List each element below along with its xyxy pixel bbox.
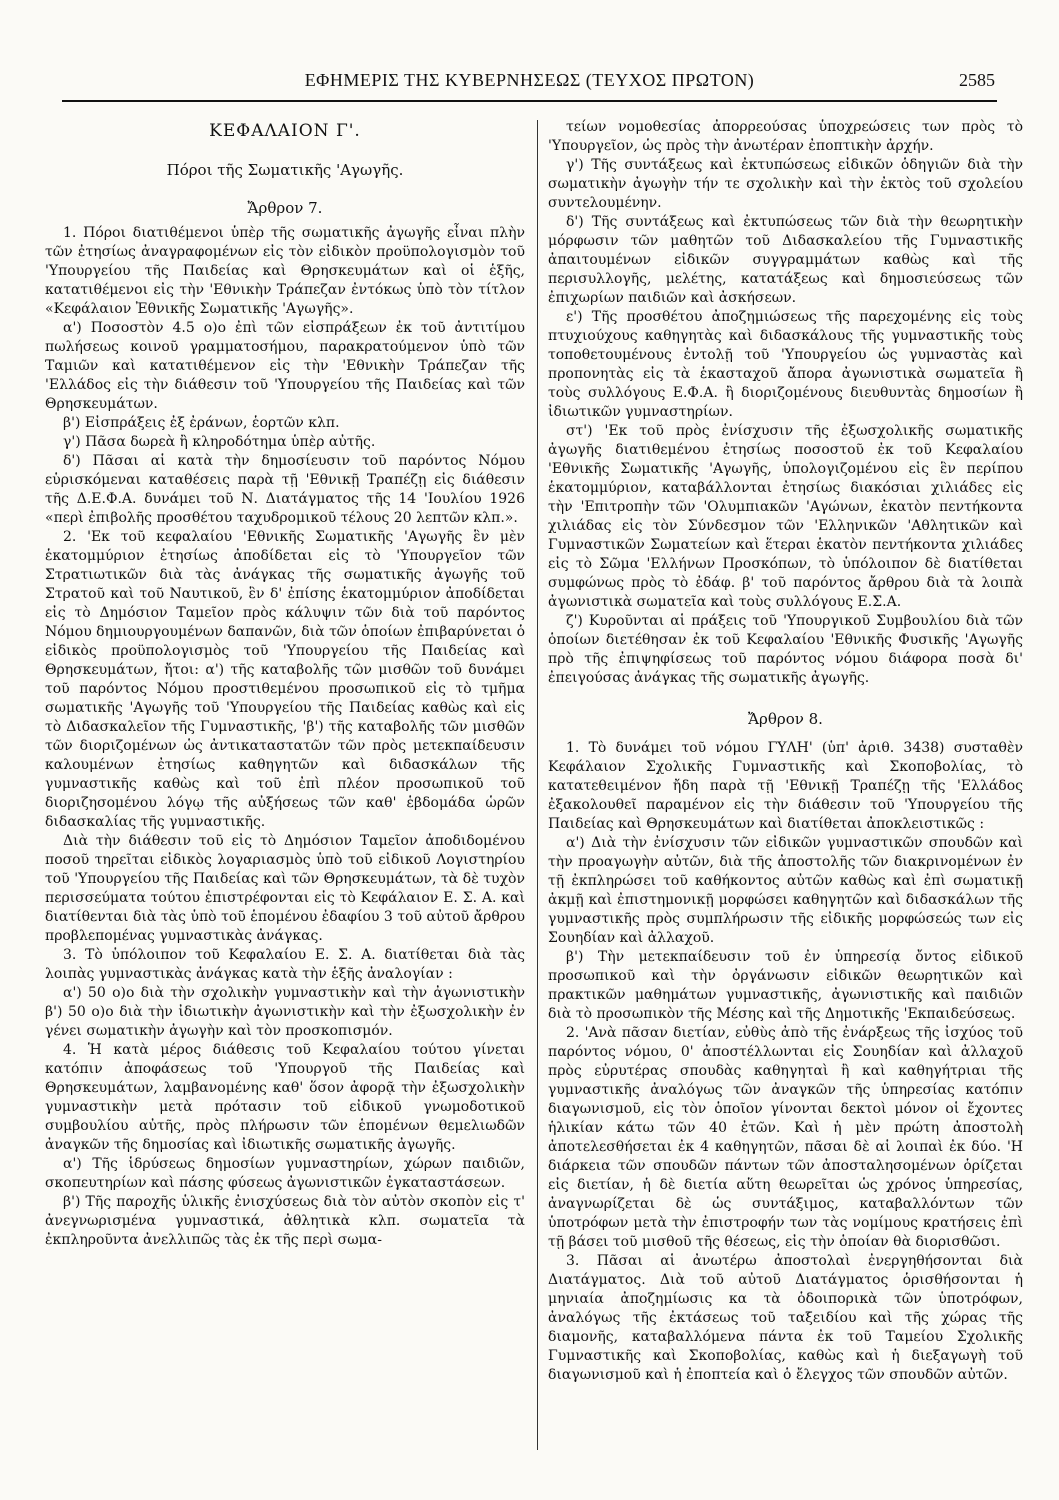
paragraph: γ') Τῆς συντάξεως καὶ ἐκτυπώσεως εἰδικῶν ὁδηγιῶν διὰ τὴν σωματικὴν ἀγωγὴν τήν τε σχολικὴν καὶ τὴν ἐκτὸς τοῦ σχολείου συντελουμένην. [548, 157, 1023, 211]
gazette-title: ΕΦΗΜΕΡΙΣ ΤΗΣ ΚΥΒΕΡΝΗΣΕΩΣ (ΤΕΥΧΟΣ ΠΡΩΤΟΝ) [304, 70, 755, 90]
paragraph: 3. Πᾶσαι αἱ ἀνωτέρω ἀποστολαὶ ἐνεργηθήσονται διὰ Διατάγματος. Διὰ τοῦ αὐτοῦ Διατάγματος ὁρισθήσονται ἡ μηνιαία ἀποζημίωσις κα τὰ ὁδοιπορικὰ τῶν ὑποτρόφων, ἀναλόγως τῆς ἐκτάσεως τοῦ ταξειδίου καὶ τῆς χώρας τῆς διαμονῆς, καταβαλλόμενα πάντα ἐκ τοῦ Ταμείου Σχολικῆς Γυμναστικῆς καὶ Σκοποβολίας, καθὼς καὶ ἡ διεξαγωγὴ τοῦ διαγωνισμοῦ καὶ ἡ ἐποπτεία καὶ ὁ ἔλεγχος τῶν σπουδῶν αὐτῶν. [548, 1253, 1023, 1383]
paragraph: 1. Τὸ δυνάμει τοῦ νόμου ΓΥΛΗ' (ὑπ' ἀριθ. 3438) συσταθὲν Κεφάλαιον Σχολικῆς Γυμναστικῆς καὶ Σκοποβολίας, τὸ κατατεθειμένον ἤδη παρὰ τῇ 'Εθνικῇ Τραπέζῃ τῆς 'Ελλάδος ἐξακολουθεῖ παραμένον εἰς τὴν διάθεσιν τοῦ 'Υπουργείου τῆς Παιδείας καὶ Θρησκευμάτων καὶ διατίθεται ἀποκλειστικῶς : [548, 740, 1023, 832]
paragraph: ε') Τῆς προσθέτου ἀποζημιώσεως τῆς παρεχομένης εἰς τοὺς πτυχιούχους καθηγητὰς καὶ διδασκάλους τῆς γυμναστικῆς τοὺς τοποθετουμένους ἐντολῇ τοῦ 'Υπουργείου ὡς γυμναστὰς καὶ προπονητὰς εἰς τὰ ἑκασταχοῦ ἄπορα ἀγωνιστικὰ σωματεῖα ἢ τοὺς συλλόγους Ε.Φ.Α. ἢ διοριζομένους διευθυντὰς δημοσίων ἢ ἰδιωτικῶν γυμναστηρίων. [548, 309, 1023, 420]
chapter-subtitle: Πόροι τῆς Σωματικῆς 'Αγωγῆς. [166, 161, 404, 179]
right-column [548, 118, 1023, 1385]
left-column [45, 118, 525, 1250]
paragraph: 1. Πόροι διατιθέμενοι ὑπὲρ τῆς σωματικῆς ἀγωγῆς εἶναι πλὴν τῶν ἐτησίως ἀναγραφομένων εἰς τὸν εἰδικὸν προϋπολογισμὸν τοῦ 'Υπουργείου τῆς Παιδείας καὶ Θρησκευμάτων καὶ οἱ ἑξῆς, κατατιθέμενοι εἰς τὴν 'Εθνικὴν Τράπεζαν ἐντόκως ὑπὸ τὸν τίτλον «Κεφάλαιον Ἐθνικῆς Σωματικῆς 'Αγωγῆς». [45, 225, 525, 317]
paragraph: β') Εἰσπράξεις ἐξ ἐράνων, ἑορτῶν κλπ. [63, 415, 340, 431]
paragraph: ζ') Κυροῦνται αἱ πράξεις τοῦ 'Υπουργικοῦ Συμβουλίου διὰ τῶν ὁποίων διετέθησαν ἐκ τοῦ Κεφαλαίου 'Εθνικῆς Φυσικῆς 'Αγωγῆς πρὸ τῆς ἐπιψηφίσεως τοῦ παρόντος νόμου διάφορα ποσὰ δι' ἐπειγούσας ἀνάγκας τῆς σωματικῆς ἀγωγῆς. [548, 613, 1023, 686]
paragraph: 4. Ἡ κατὰ μέρος διάθεσις τοῦ Κεφαλαίου τούτου γίνεται κατόπιν ἀποφάσεως τοῦ 'Υπουργοῦ τῆς Παιδείας καὶ Θρησκευμάτων, λαμβανομένης καθ' ὅσον ἀφορᾷ τὴν ἐξωσχολικὴν γυμναστικὴν μετὰ πρότασιν τοῦ εἰδικοῦ γνωμοδοτικοῦ συμβουλίου αὐτῆς, πρὸς πλήρωσιν τῶν ἑπομένων θεμελιωδῶν ἀναγκῶν τῆς δημοσίας καὶ ἰδιωτικῆς σωματικῆς ἀγωγῆς. [45, 1042, 525, 1153]
article-8-heading: Ἄρθρον 8. [748, 710, 823, 728]
paragraph: α') 50 ο)ο διὰ τὴν σχολικὴν γυμναστικὴν καὶ τὴν ἀγωνιστικὴν β') 50 ο)ο διὰ τὴν ἰδιωτικὴν ἀγωνιστικὴν καὶ τὴν ἐξωσχολικὴν ἐν γένει σωματικὴν ἀγωγὴν καὶ τὸν προσκοπισμόν. [45, 985, 525, 1039]
paragraph: α') Τῆς ἱδρύσεως δημοσίων γυμναστηρίων, χώρων παιδιῶν, σκοπευτηρίων καὶ πάσης φύσεως ἀγωνιστικῶν ἐγκαταστάσεων. [45, 1156, 525, 1191]
paragraph: 3. Τὸ ὑπόλοιπον τοῦ Κεφαλαίου Ε. Σ. Α. διατίθεται διὰ τὰς λοιπὰς γυμναστικὰς ἀνάγκας κατὰ τὴν ἑξῆς ἀναλογίαν : [45, 947, 525, 982]
paragraph: α') Διὰ τὴν ἐνίσχυσιν τῶν εἰδικῶν γυμναστικῶν σπουδῶν καὶ τὴν προαγωγὴν αὐτῶν, διὰ τῆς ἀποστολῆς τῶν διακρινομένων ἐν τῇ ἐκπληρώσει τοῦ καθήκοντος αὐτῶν καθὼς καὶ ἐπὶ σωματικῇ ἀκμῇ καὶ ἐπιστημονικῇ μορφώσει καθηγητῶν καὶ διδασκάλων τῆς γυμναστικῆς πρὸς συμπλήρωσιν τῆς εἰδικῆς μορφώσεώς των εἰς Σουηδίαν καὶ ἀλλαχοῦ. [548, 835, 1023, 946]
column-divider [537, 120, 538, 1450]
paragraph: β') Τὴν μετεκπαίδευσιν τοῦ ἐν ὑπηρεσίᾳ ὄντος εἰδικοῦ προσωπικοῦ καὶ τὴν ὀργάνωσιν εἰδικῶν θεωρητικῶν καὶ πρακτικῶν μαθημάτων γυμναστικῆς, ἀγωνιστικῆς καὶ παιδιῶν διὰ τὸ προσωπικὸν τῆς Μέσης καὶ τῆς Δημοτικῆς 'Εκπαιδεύσεως. [548, 949, 1023, 1022]
chapter-heading: ΚΕΦΑΛΑΙΟΝ Γ'. [209, 121, 361, 141]
paragraph: δ') Πᾶσαι αἱ κατὰ τὴν δημοσίευσιν τοῦ παρόντος Νόμου εὑρισκόμεναι καταθέσεις παρὰ τῇ 'Εθνικῇ Τραπέζῃ εἰς διάθεσιν τῆς Δ.Ε.Φ.Α. δυνάμει τοῦ Ν. Διατάγματος τῆς 14 'Ιουλίου 1926 «περὶ ἐπιβολῆς προσθέτου ταχυδρομικοῦ τέλους 20 λεπτῶν κλπ.». [45, 453, 525, 526]
paragraph: Διὰ τὴν διάθεσιν τοῦ εἰς τὸ Δημόσιον Ταμεῖον ἀποδιδομένου ποσοῦ τηρεῖται εἰδικὸς λογαριασμὸς ὑπὸ τοῦ εἰδικοῦ Λογιστηρίου τοῦ 'Υπουργείου τῆς Παιδείας καὶ τῶν Θρησκευμάτων, τὰ δὲ τυχὸν περισσεύματα τούτου ἐπιστρέφονται εἰς τὸ Κεφάλαιον Ε. Σ. Α. καὶ διατίθενται διὰ τὰς ὑπὸ τοῦ ἑπομένου ἐδαφίου 3 τοῦ αὐτοῦ ἄρθρου προβλεπομένας γυμναστικὰς ἀνάγκας. [45, 833, 525, 944]
paragraph: α') Ποσοστὸν 4.5 ο)ο ἐπὶ τῶν εἰσπράξεων ἐκ τοῦ ἀντιτίμου πωλήσεως κοινοῦ γραμματοσήμου, παρακρατούμενον ὑπὸ τῶν Ταμιῶν καὶ κατατιθέμενον εἰς τὴν 'Εθνικὴν Τράπεζαν τῆς 'Ελλάδος εἰς τὴν διάθεσιν τοῦ 'Υπουργείου τῆς Παιδείας καὶ τῶν Θρησκευμάτων. [45, 320, 525, 412]
paragraph: 2. 'Εκ τοῦ κεφαλαίου 'Εθνικῆς Σωματικῆς 'Αγωγῆς ἓν μὲν ἑκατομμύριον ἐτησίως ἀποδίδεται εἰς τὸ 'Υπουργεῖον τῶν Στρατιωτικῶν διὰ τὰς ἀνάγκας τῆς σωματικῆς ἀγωγῆς τοῦ Στρατοῦ καὶ τοῦ Ναυτικοῦ, ἓν δ' ἐπίσης ἑκατομμύριον ἀποδίδεται εἰς τὸ Δημόσιον Ταμεῖον πρὸς κάλυψιν τῶν διὰ τοῦ παρόντος Νόμου δημιουργουμένων δαπανῶν, διὰ τῶν ὁποίων ἐπιβαρύνεται ὁ εἰδικὸς προϋπολογισμὸς τοῦ 'Υπουργείου τῆς Παιδείας καὶ Θρησκευμάτων, ἤτοι: α') τῆς καταβολῆς τῶν μισθῶν τοῦ δυνάμει τοῦ παρόντος Νόμου προστιθεμένου προσωπικοῦ εἰς τὸ τμῆμα σωματικῆς 'Αγωγῆς τοῦ 'Υπουργείου τῆς Παιδείας καθὼς καὶ εἰς τὸ Διδασκαλεῖον τῆς Γυμναστικῆς, 'β') τῆς καταβολῆς τῶν μισθῶν τῶν διοριζομένων ὡς ἀντικαταστατῶν τῶν πρὸς μετεκπαίδευσιν καλουμένων ἐτησίως καθηγητῶν καὶ διδασκάλων τῆς γυμναστικῆς καθὼς καὶ τοῦ ἐπὶ πλέον προσωπικοῦ τοῦ διοριζησομένου λόγῳ τῆς αὐξήσεως τῶν καθ' ἑβδομάδα ὡρῶν διδασκαλίας τῆς γυμναστικῆς. [45, 529, 525, 830]
paragraph: β') Τῆς παροχῆς ὑλικῆς ἐνισχύσεως διὰ τὸν αὐτὸν σκοπὸν εἰς τ' ἀνεγνωρισμένα γυμναστικά, ἀθλητικὰ κλπ. σωματεῖα τὰ ἐκπληροῦντα ἀνελλιπῶς τὰς ἐκ τῆς περὶ σωμα- [45, 1194, 525, 1248]
paragraph: γ') Πᾶσα δωρεὰ ἢ κληροδότημα ὑπὲρ αὐτῆς. [63, 434, 376, 450]
paragraph: δ') Τῆς συντάξεως καὶ ἐκτυπώσεως τῶν διὰ τὴν θεωρητικὴν μόρφωσιν τῶν μαθητῶν τοῦ Διδασκαλείου τῆς Γυμναστικῆς ἀπαιτουμένων εἰδικῶν συγγραμμάτων καθὼς καὶ τῆς περισυλλογῆς, μελέτης, κατατάξεως καὶ δημοσιεύσεως τῶν ἐπιχωρίων παιδιῶν καὶ ἀσκήσεων. [548, 214, 1023, 306]
paragraph: στ') 'Εκ τοῦ πρὸς ἐνίσχυσιν τῆς ἐξωσχολικῆς σωματικῆς ἀγωγῆς διατιθεμένου ἐτησίως ποσοστοῦ ἐκ τοῦ Κεφαλαίου 'Εθνικῆς Σωματικῆς 'Αγωγῆς, ὑπολογιζομένου εἰς ἓν περίπου ἑκατομμύριον, καταβάλλονται ἐτησίως διακόσιαι χιλιάδες εἰς τὴν 'Επιτροπὴν τῶν 'Ολυμπιακῶν 'Αγώνων, ἑκατὸν πεντήκοντα χιλιάδας εἰς τὸν Σύνδεσμον τῶν 'Ελληνικῶν 'Αθλητικῶν καὶ Γυμναστικῶν Σωματείων καὶ ἕτεραι ἑκατὸν πεντήκοντα χιλιάδες εἰς τὸ Σῶμα 'Ελλήνων Προσκόπων, τὸ ὑπόλοιπον δὲ διατίθεται συμφώνως πρὸς τὸ ἐδάφ. β' τοῦ παρόντος ἄρθρου διὰ τὰ λοιπὰ ἀγωνιστικὰ σωματεῖα καὶ τοὺς συλλόγους Ε.Σ.Α. [548, 423, 1023, 610]
article-7-heading: Ἄρθρον 7. [247, 199, 323, 217]
paragraph: τείων νομοθεσίας ἀπορρεούσας ὑποχρεώσεις των πρὸς τὸ 'Υπουργεῖον, ὡς πρὸς τὴν ἀνωτέραν ἐποπτικὴν ἀρχήν. [548, 119, 1023, 154]
paragraph: 2. 'Ανὰ πᾶσαν διετίαν, εὐθὺς ἀπὸ τῆς ἐνάρξεως τῆς ἰσχύος τοῦ παρόντος νόμου, 0' ἀποστέλλωνται εἰς Σουηδίαν καὶ ἀλλαχοῦ πρὸς εὐρυτέρας σπουδὰς καθηγηταὶ ἢ καὶ καθηγήτριαι τῆς γυμναστικῆς ἀναλόγως τῶν ἀναγκῶν τῆς ὑπηρεσίας κατόπιν διαγωνισμοῦ, εἰς τὸν ὁποῖον γίνονται δεκτοὶ μόνον οἱ ἔχοντες ἡλικίαν κάτω τῶν 40 ἐτῶν. Καὶ ἡ μὲν πρώτη ἀποστολὴ ἀποτελεσθήσεται ἐκ 4 καθηγητῶν, πᾶσαι δὲ αἱ λοιπαὶ ἐκ δύο. 'Η διάρκεια τῶν σπουδῶν πάντων τῶν ἀποσταλησομένων ὁρίζεται εἰς διετίαν, ἡ δὲ διετία αὕτη θεωρεῖται ὡς χρόνος ὑπηρεσίας, ἀναγνωρίζεται δὲ ὡς συντάξιμος, καταβαλλόντων τῶν ὑποτρόφων μετὰ τὴν ἐπιστροφήν των τὰς νομίμους κρατήσεις ἐπὶ τῇ βάσει τοῦ μισθοῦ τῆς θέσεως, εἰς τὴν ὁποίαν θὰ διορισθῶσι. [548, 1025, 1023, 1250]
page-number: 2585 [959, 70, 995, 90]
page-header [62, 70, 997, 102]
